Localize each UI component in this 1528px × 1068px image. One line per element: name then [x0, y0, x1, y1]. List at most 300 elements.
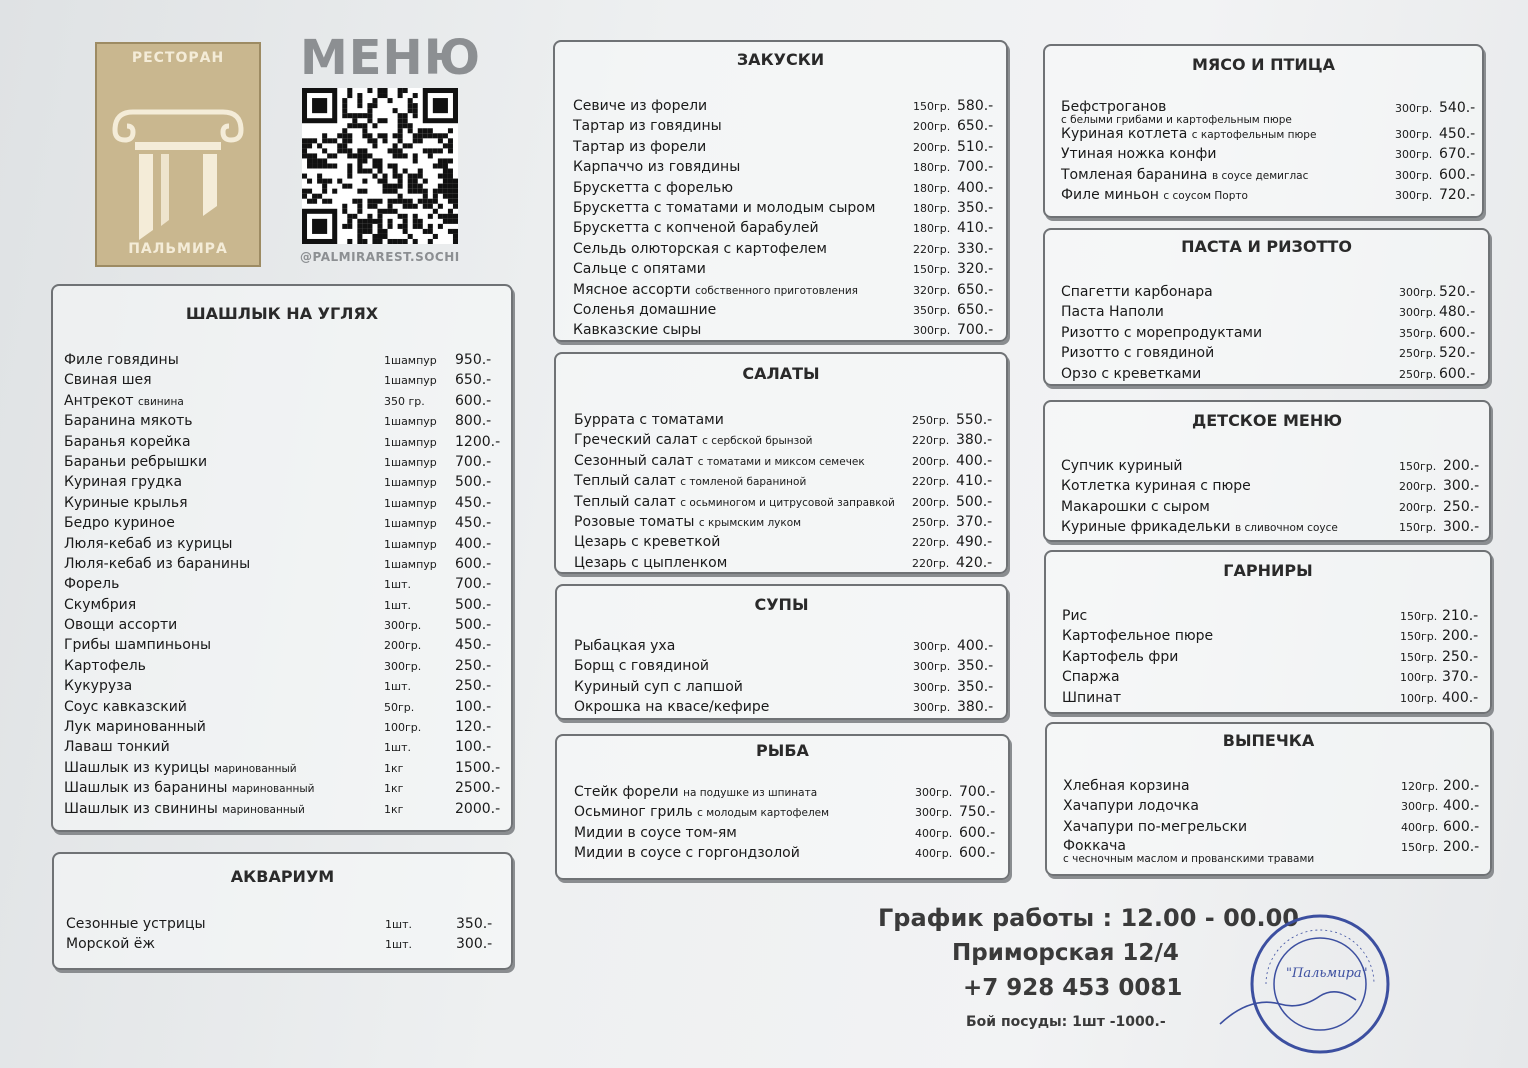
- menu-item: [555, 239, 1006, 259]
- item-price: 800.-: [455, 413, 492, 430]
- item-name: [1062, 626, 1213, 646]
- broken-dishes-fee: Бой посуды: 1шт -1000.-: [966, 1014, 1166, 1030]
- menu-item: [53, 595, 511, 615]
- section-title: АКВАРИУМ: [230, 867, 335, 886]
- item-name: [64, 350, 179, 370]
- item-title: Карпаччо из говядины: [573, 159, 741, 176]
- item-note: на подушке из шпината: [683, 787, 818, 799]
- item-note: собственного приготовления: [695, 284, 858, 297]
- item-title: Шашлык из курицы: [64, 759, 210, 776]
- item-portion: 300гр.: [1395, 189, 1433, 203]
- item-title: Спаржа: [1062, 669, 1120, 686]
- item-price: 700.-: [959, 784, 996, 800]
- item-portion: 1шампур: [384, 415, 437, 429]
- item-price: 600.-: [455, 392, 492, 409]
- item-title: Розовые томаты: [574, 513, 695, 530]
- item-name: [64, 717, 206, 737]
- item-price: 320.-: [957, 261, 994, 278]
- item-note: маринованный: [214, 762, 297, 775]
- item-price: 600.-: [1439, 324, 1476, 341]
- item-portion: 1шампур: [384, 537, 437, 551]
- item-name: [573, 259, 706, 279]
- item-note: в сливочном соусе: [1234, 522, 1338, 535]
- item-title: Севиче из форели: [573, 98, 708, 114]
- item-price: 300.-: [1443, 478, 1480, 495]
- qr-code-icon[interactable]: [302, 88, 458, 244]
- item-name: [1062, 647, 1178, 667]
- item-portion: 220гр.: [912, 434, 950, 448]
- item-price: 410.-: [957, 220, 994, 237]
- menu-item: [53, 370, 511, 390]
- item-portion: 100гр.: [1400, 691, 1438, 705]
- item-price: 300.-: [456, 936, 493, 953]
- menu-item: [555, 137, 1006, 157]
- item-name: [1061, 517, 1338, 538]
- item-portion: 320гр.: [913, 283, 951, 297]
- menu-item: [53, 350, 511, 370]
- item-portion: 100гр.: [1400, 671, 1438, 685]
- item-portion: 220гр.: [912, 536, 950, 550]
- menu-item: [557, 843, 1008, 863]
- item-price: 400.-: [956, 452, 993, 469]
- item-title: Орзо с креветками: [1061, 365, 1202, 382]
- item-title: Котлетка куриная с пюре: [1061, 478, 1251, 495]
- item-name: [573, 218, 819, 238]
- menu-item: [556, 512, 1006, 532]
- menu-item: [1045, 302, 1488, 322]
- menu-item: [555, 178, 1006, 198]
- item-note: с картофельным пюре: [1191, 129, 1317, 141]
- item-price: 500.-: [455, 617, 492, 634]
- item-portion: 100гр.: [384, 721, 422, 735]
- item-price: 350.-: [957, 658, 994, 675]
- item-price: 510.-: [957, 138, 994, 155]
- item-portion: 1шампур: [384, 455, 437, 469]
- item-title: Макарошки с сыром: [1061, 498, 1210, 515]
- item-name: [64, 370, 152, 390]
- item-title: Соус кавказский: [64, 698, 187, 715]
- item-price: 400.-: [1443, 798, 1480, 815]
- section-shashlyk: [51, 284, 513, 832]
- logo-bottom-text: ПАЛЬМИРА: [128, 241, 228, 257]
- item-name: [1061, 185, 1248, 206]
- item-name: [573, 239, 827, 259]
- item-portion: 1кг: [384, 802, 404, 816]
- item-portion: 1шт.: [385, 938, 412, 952]
- menu-item: [556, 492, 1006, 512]
- item-price: 480.-: [1439, 304, 1476, 321]
- logo-top-text: РЕСТОРАН: [131, 50, 225, 66]
- item-portion: 150гр.: [1400, 650, 1438, 664]
- item-name: [574, 471, 806, 492]
- item-title: Сезонные устрицы: [66, 916, 206, 932]
- item-title: Окрошка на квасе/кефире: [574, 699, 770, 716]
- item-name: [574, 430, 812, 451]
- item-title: Сальце с опятами: [573, 261, 706, 278]
- item-name: [574, 656, 709, 676]
- item-price: 1500.-: [455, 759, 501, 776]
- item-price: 200.-: [1443, 778, 1480, 794]
- item-portion: 300гр.: [1395, 128, 1433, 141]
- item-price: 600.-: [1443, 818, 1480, 835]
- item-note: с чесночным маслом и прованскими травами: [1063, 853, 1315, 866]
- section-title: САЛАТЫ: [742, 364, 820, 383]
- item-price: 200.-: [1442, 628, 1479, 645]
- menu-item: [556, 532, 1006, 552]
- item-portion: 150гр.: [913, 100, 951, 113]
- item-title: Бедро куриное: [64, 515, 175, 532]
- item-title: Стейк форели: [574, 784, 679, 800]
- menu-item: [555, 280, 1006, 300]
- item-name: [574, 410, 724, 430]
- item-price: 550.-: [956, 412, 993, 428]
- item-portion: 150гр.: [1399, 521, 1437, 535]
- menu-item: [53, 411, 511, 431]
- item-portion: 300гр.: [1401, 800, 1439, 814]
- item-portion: 1шампур: [384, 557, 437, 571]
- item-portion: 200гр.: [912, 454, 950, 468]
- item-portion: 180гр.: [913, 201, 951, 215]
- phone-number[interactable]: +7 928 453 0081: [963, 975, 1183, 1001]
- item-note: маринованный: [222, 803, 305, 816]
- item-portion: 150гр.: [1400, 610, 1438, 623]
- item-price: 250.-: [1443, 498, 1480, 515]
- menu-item: [1045, 98, 1482, 124]
- menu-item: [1045, 165, 1482, 185]
- item-title: Грибы шампиньоны: [64, 637, 212, 654]
- item-name: [1061, 100, 1292, 126]
- item-note: с томатами и миксом семечек: [697, 455, 865, 468]
- item-name: [66, 914, 206, 934]
- item-price: 650.-: [455, 372, 492, 389]
- item-portion: 300гр.: [384, 659, 422, 673]
- item-price: 700.-: [455, 576, 492, 593]
- item-title: Баранина мякоть: [64, 413, 193, 430]
- item-portion: 300гр.: [915, 806, 953, 820]
- menu-item: [557, 636, 1006, 656]
- item-note: с осьминогом и цитрусовой заправкой: [680, 496, 895, 509]
- item-price: 370.-: [956, 513, 993, 530]
- item-name: [64, 615, 177, 635]
- item-title: Цезарь с цыпленком: [574, 554, 728, 571]
- item-title: Брускетта с томатами и молодым сыром: [573, 199, 876, 216]
- item-title: Лаваш тонкий: [64, 739, 170, 756]
- item-title: Соленья домашние: [573, 301, 717, 318]
- item-portion: 250гр.: [912, 414, 950, 427]
- item-name: [64, 595, 136, 615]
- item-title: Буррата с томатами: [574, 412, 724, 428]
- item-portion: 1шампур: [384, 476, 437, 490]
- item-portion: 180гр.: [913, 181, 951, 195]
- opening-hours: График работы : 12.00 - 00.00: [878, 904, 1299, 932]
- item-price: 210.-: [1442, 608, 1479, 624]
- item-note: с сербской брынзой: [702, 435, 813, 448]
- item-price: 520.-: [1439, 284, 1476, 300]
- menu-item: [53, 717, 511, 737]
- item-title: Теплый салат: [574, 493, 676, 510]
- menu-item: [556, 553, 1006, 573]
- section-title: ВЫПЕЧКА: [1222, 731, 1315, 750]
- item-name: [573, 157, 740, 177]
- item-name: [1063, 796, 1199, 816]
- item-note: с крымским луком: [698, 516, 802, 529]
- item-title: Тартар из говядины: [573, 118, 722, 135]
- menu-item: [53, 676, 511, 696]
- item-name: [573, 96, 707, 116]
- menu-item: [53, 534, 511, 554]
- item-name: [574, 677, 743, 697]
- item-price: 100.-: [455, 739, 492, 756]
- item-price: 370.-: [1442, 669, 1479, 686]
- menu-item: [53, 554, 511, 574]
- item-price: 720.-: [1439, 187, 1476, 204]
- item-title: Борщ с говядиной: [574, 658, 710, 675]
- menu-item: [53, 778, 511, 798]
- section-myaso: [1043, 44, 1484, 218]
- company-seal: [1216, 912, 1396, 1062]
- item-price: 600.-: [1439, 365, 1476, 382]
- section-supy: [555, 584, 1008, 720]
- item-name: [66, 934, 155, 954]
- section-garniry: [1044, 550, 1492, 714]
- item-portion: 200гр.: [913, 140, 951, 154]
- item-portion: 180гр.: [913, 161, 951, 175]
- item-name: [64, 574, 119, 594]
- item-name: [573, 280, 858, 301]
- item-portion: 300гр.: [913, 701, 951, 715]
- menu-item: [556, 451, 1006, 471]
- item-title: Кавказские сыры: [573, 322, 702, 339]
- item-portion: 200гр.: [1399, 480, 1437, 494]
- item-name: [573, 198, 875, 218]
- item-price: 380.-: [957, 699, 994, 716]
- item-portion: 1кг: [384, 761, 404, 775]
- menu-item: [556, 410, 1006, 430]
- item-name: [64, 534, 232, 554]
- item-note: свинина: [138, 395, 184, 408]
- item-price: 600.-: [1439, 166, 1476, 183]
- item-title: Бефстроганов: [1061, 99, 1167, 115]
- instagram-handle: @PALMIRAREST.SOCHI: [300, 250, 460, 264]
- item-title: Куриные фрикадельки: [1061, 519, 1231, 536]
- item-name: [1063, 839, 1314, 865]
- item-title: Люля-кебаб из курицы: [64, 535, 233, 552]
- item-name: [574, 532, 720, 552]
- item-portion: 250гр.: [1399, 367, 1437, 381]
- item-portion: 150гр.: [1400, 630, 1438, 644]
- item-price: 500.-: [455, 474, 492, 491]
- item-name: [573, 320, 701, 340]
- menu-item: [1046, 667, 1490, 687]
- item-price: 400.-: [1442, 689, 1479, 706]
- item-portion: 1шт.: [384, 598, 411, 612]
- item-portion: 400гр.: [915, 847, 953, 861]
- item-title: Куриная грудка: [64, 474, 183, 491]
- item-name: [64, 452, 207, 472]
- item-name: [64, 676, 132, 696]
- item-title: Хлебная корзина: [1063, 778, 1190, 794]
- menu-item: [1045, 323, 1488, 343]
- menu-item: [53, 635, 511, 655]
- page-title: МЕНЮ: [300, 30, 482, 86]
- menu-item: [555, 96, 1006, 116]
- item-price: 200.-: [1443, 839, 1480, 856]
- item-name: [1061, 144, 1216, 164]
- item-name: [573, 300, 716, 320]
- menu-item: [555, 218, 1006, 238]
- item-name: [64, 697, 187, 717]
- item-price: 350.-: [957, 678, 994, 695]
- item-name: [64, 799, 305, 820]
- item-price: 450.-: [455, 494, 492, 511]
- menu-item: [53, 432, 511, 452]
- restaurant-logo: [95, 42, 261, 267]
- item-title: Куриные крылья: [64, 494, 188, 511]
- item-price: 400.-: [957, 179, 994, 196]
- item-portion: 150гр.: [1401, 841, 1439, 855]
- item-title: Теплый салат: [574, 473, 676, 490]
- item-name: [574, 782, 817, 803]
- item-title: Ризотто с говядиной: [1061, 345, 1215, 362]
- item-portion: 300гр.: [913, 324, 951, 338]
- item-name: [64, 391, 184, 412]
- item-title: Супчик куриный: [1061, 458, 1183, 474]
- item-price: 650.-: [957, 301, 994, 318]
- item-portion: 150гр.: [913, 263, 951, 277]
- item-title: Филе говядины: [64, 352, 179, 368]
- item-price: 450.-: [1439, 126, 1476, 142]
- item-name: [573, 178, 733, 198]
- item-portion: 150гр.: [1399, 460, 1437, 473]
- item-portion: 120гр.: [1401, 780, 1439, 793]
- item-price: 500.-: [956, 493, 993, 510]
- section-akvarium: [52, 852, 513, 970]
- menu-item: [555, 300, 1006, 320]
- item-price: 650.-: [957, 281, 994, 298]
- item-price: 450.-: [455, 515, 492, 532]
- menu-item: [53, 758, 511, 778]
- item-portion: 400гр.: [915, 826, 953, 840]
- item-name: [64, 472, 182, 492]
- item-portion: 400гр.: [1401, 820, 1439, 834]
- item-title: Картофель: [64, 657, 146, 674]
- item-title: Скумбрия: [64, 596, 137, 613]
- item-name: [1061, 165, 1308, 186]
- item-portion: 180гр.: [913, 222, 951, 236]
- item-portion: 1шампур: [384, 354, 437, 367]
- item-portion: 220гр.: [913, 242, 951, 256]
- item-name: [1062, 606, 1087, 626]
- item-price: 540.-: [1439, 100, 1476, 116]
- item-name: [1061, 364, 1201, 384]
- item-price: 300.-: [1443, 519, 1480, 536]
- item-portion: 300гр.: [913, 660, 951, 674]
- item-title: Филе миньон: [1061, 187, 1159, 204]
- item-portion: 1шт.: [384, 680, 411, 694]
- item-portion: 1шампур: [384, 435, 437, 449]
- address: Приморская 12/4: [952, 940, 1179, 966]
- item-note: маринованный: [231, 783, 315, 796]
- item-title: Осьминог гриль: [574, 804, 693, 821]
- item-title: Тартар из форели: [573, 138, 707, 155]
- item-title: Паста Наполи: [1061, 304, 1164, 321]
- item-portion: 1шампур: [384, 374, 437, 388]
- item-portion: 300гр.: [915, 786, 953, 799]
- item-price: 700.-: [455, 453, 492, 470]
- item-price: 950.-: [455, 352, 492, 368]
- menu-item: [1046, 606, 1490, 626]
- section-title: МЯСО И ПТИЦА: [1191, 55, 1336, 74]
- item-name: [1061, 476, 1251, 496]
- item-price: 750.-: [959, 804, 996, 821]
- item-portion: 350 гр.: [384, 394, 425, 408]
- item-portion: 250гр.: [1399, 347, 1437, 361]
- item-name: [64, 737, 170, 757]
- item-note: с белыми грибами и картофельным пюре: [1061, 114, 1292, 126]
- item-price: 2500.-: [455, 780, 501, 797]
- menu-item: [1047, 837, 1490, 866]
- item-name: [1063, 776, 1190, 796]
- item-title: Шашлык из баранины: [64, 780, 228, 797]
- item-name: [574, 823, 737, 843]
- item-portion: 350гр.: [913, 303, 951, 317]
- item-portion: 1кг: [384, 782, 404, 796]
- menu-item: [53, 472, 511, 492]
- item-price: 700.-: [957, 322, 994, 339]
- item-name: [64, 432, 191, 452]
- item-title: Бараньи ребрышки: [64, 453, 208, 470]
- item-price: 400.-: [957, 638, 994, 654]
- item-portion: 200гр.: [384, 639, 422, 653]
- item-price: 600.-: [959, 824, 996, 841]
- menu-item: [53, 656, 511, 676]
- item-price: 520.-: [1439, 345, 1476, 362]
- menu-item: [556, 430, 1006, 450]
- item-name: [64, 513, 175, 533]
- item-price: 450.-: [455, 637, 492, 654]
- section-title: ПАСТА И РИЗОТТО: [1181, 237, 1352, 256]
- menu-item: [1047, 817, 1490, 837]
- item-name: [1062, 688, 1121, 708]
- menu-item: [53, 737, 511, 757]
- item-name: [64, 778, 314, 799]
- item-name: [1061, 323, 1262, 343]
- item-title: Брускетта с копченой барабулей: [573, 220, 819, 237]
- menu-item: [1045, 517, 1489, 537]
- menu-item: [555, 198, 1006, 218]
- item-name: [574, 843, 800, 863]
- menu-item: [557, 802, 1008, 822]
- item-price: 500.-: [455, 596, 492, 613]
- item-title: Антрекот: [64, 392, 134, 409]
- item-portion: 200гр.: [1399, 500, 1437, 514]
- item-name: [64, 635, 211, 655]
- item-price: 250.-: [1442, 648, 1479, 665]
- item-title: Хачапури по-мегрельски: [1063, 818, 1248, 835]
- menu-item: [1045, 476, 1489, 496]
- item-portion: 50гр.: [384, 700, 415, 714]
- menu-item: [557, 823, 1008, 843]
- item-name: [574, 451, 865, 472]
- item-note: с молодым картофелем: [697, 807, 830, 820]
- item-title: Мидии в соусе с горгондзолой: [574, 845, 800, 862]
- item-name: [574, 697, 769, 717]
- item-name: [573, 116, 722, 136]
- section-vypechka: [1045, 722, 1492, 876]
- menu-item: [1046, 688, 1490, 708]
- section-title: СУПЫ: [754, 595, 809, 614]
- section-title: РЫБА: [756, 741, 809, 760]
